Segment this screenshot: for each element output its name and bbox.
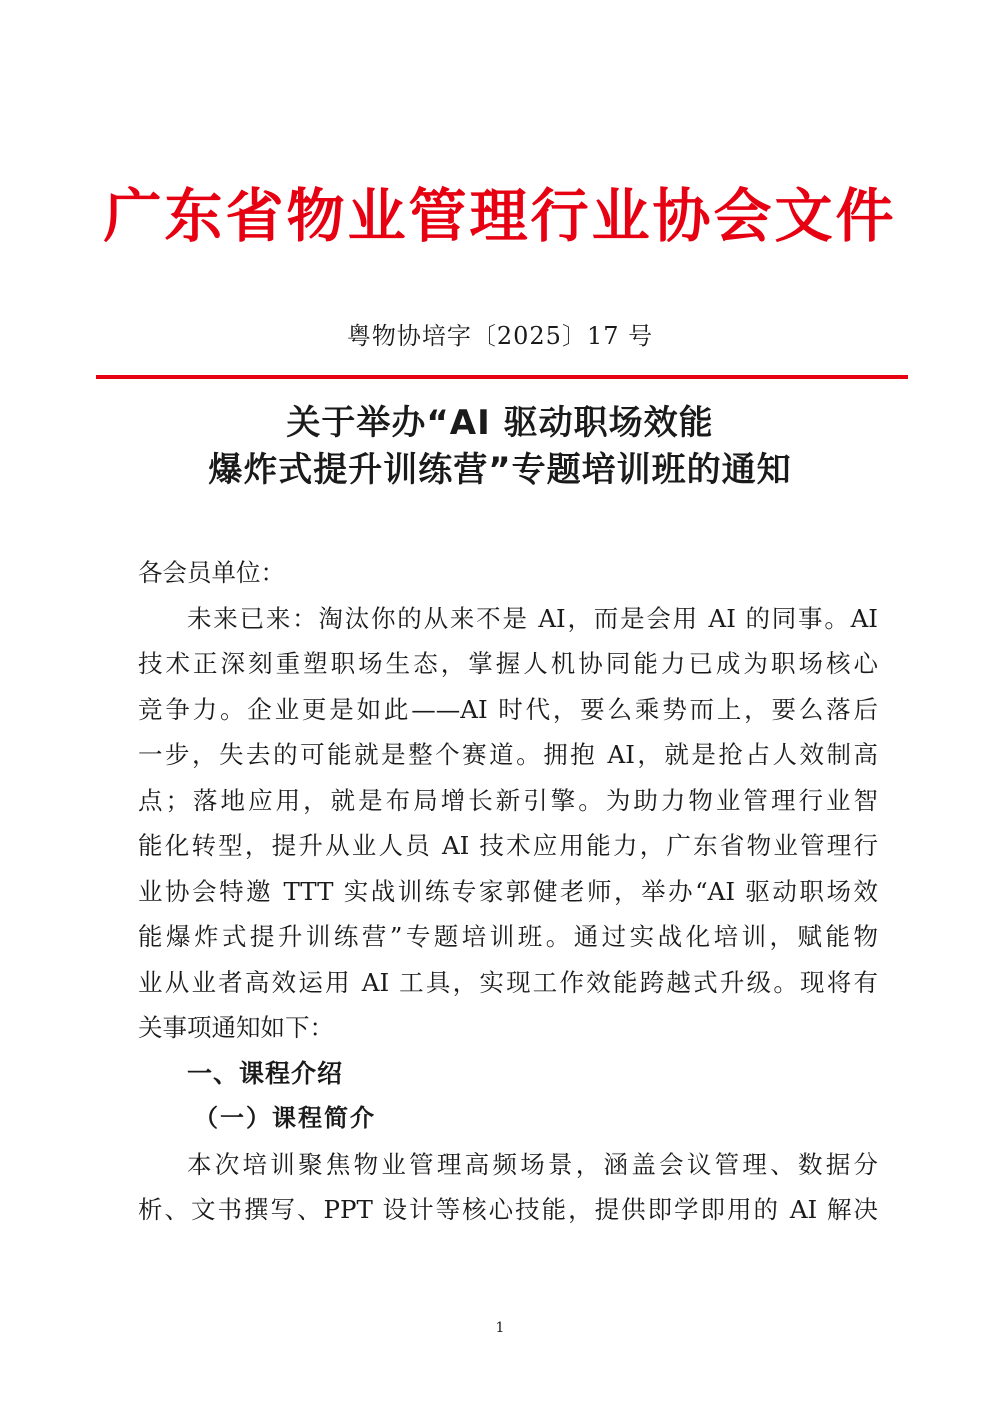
paragraph-line: 本次培训聚焦物业管理高频场景，涵盖会议管理、数据分 xyxy=(187,1149,878,1179)
paragraph-course-summary xyxy=(138,1142,878,1233)
paragraph-line: 能化转型，提升从业人员 AI 技术应用能力，广东省物业管理行 xyxy=(138,831,878,860)
paragraph-line: 一步，失去的可能就是整个赛道。拥抱 AI，就是抢占人效制高 xyxy=(138,740,878,769)
notice-title xyxy=(0,400,1000,494)
paragraph-line: 业协会特邀 TTT 实战训练专家郭健老师，举办“AI 驱动职场效 xyxy=(138,876,878,906)
notice-title-line-2: 爆炸式提升训练营”专题培训班的通知 xyxy=(208,450,792,490)
paragraph-line: 关事项通知如下： xyxy=(138,1013,334,1042)
notice-title-line-1: 关于举办“AI 驱动职场效能 xyxy=(286,403,714,443)
document-org-title: 广东省物业管理行业协会文件 xyxy=(103,182,897,250)
section-heading-course-intro: 一、课程介绍 xyxy=(187,1058,344,1088)
paragraph-line: 技术正深刻重塑职场生态，掌握人机协同能力已成为职场核心 xyxy=(138,649,878,678)
salutation: 各会员单位： xyxy=(138,558,285,587)
paragraph-line: 未来已来：淘汰你的从来不是 AI，而是会用 AI 的同事。AI xyxy=(187,603,878,633)
paragraph-line: 能爆炸式提升训练营”专题培训班。通过实战化培训，赋能物 xyxy=(138,922,878,951)
paragraph-intro xyxy=(138,596,878,1051)
document-number: 粤物协培字〔2025〕17 号 xyxy=(346,322,654,350)
paragraph-line: 点；落地应用，就是布局增长新引擎。为助力物业管理行业智 xyxy=(138,785,878,815)
paragraph-line: 竞争力。企业更是如此——AI 时代，要么乘势而上，要么落后 xyxy=(138,694,878,724)
subsection-heading-course-summary: （一）课程简介 xyxy=(194,1104,376,1132)
paragraph-line: 业从业者高效运用 AI 工具，实现工作效能跨越式升级。现将有 xyxy=(138,967,878,997)
page-number: 1 xyxy=(495,1320,505,1336)
notice-body xyxy=(138,550,878,1233)
red-divider-line xyxy=(96,375,908,379)
paragraph-line: 析、文书撰写、PPT 设计等核心技能，提供即学即用的 AI 解决 xyxy=(138,1195,878,1224)
